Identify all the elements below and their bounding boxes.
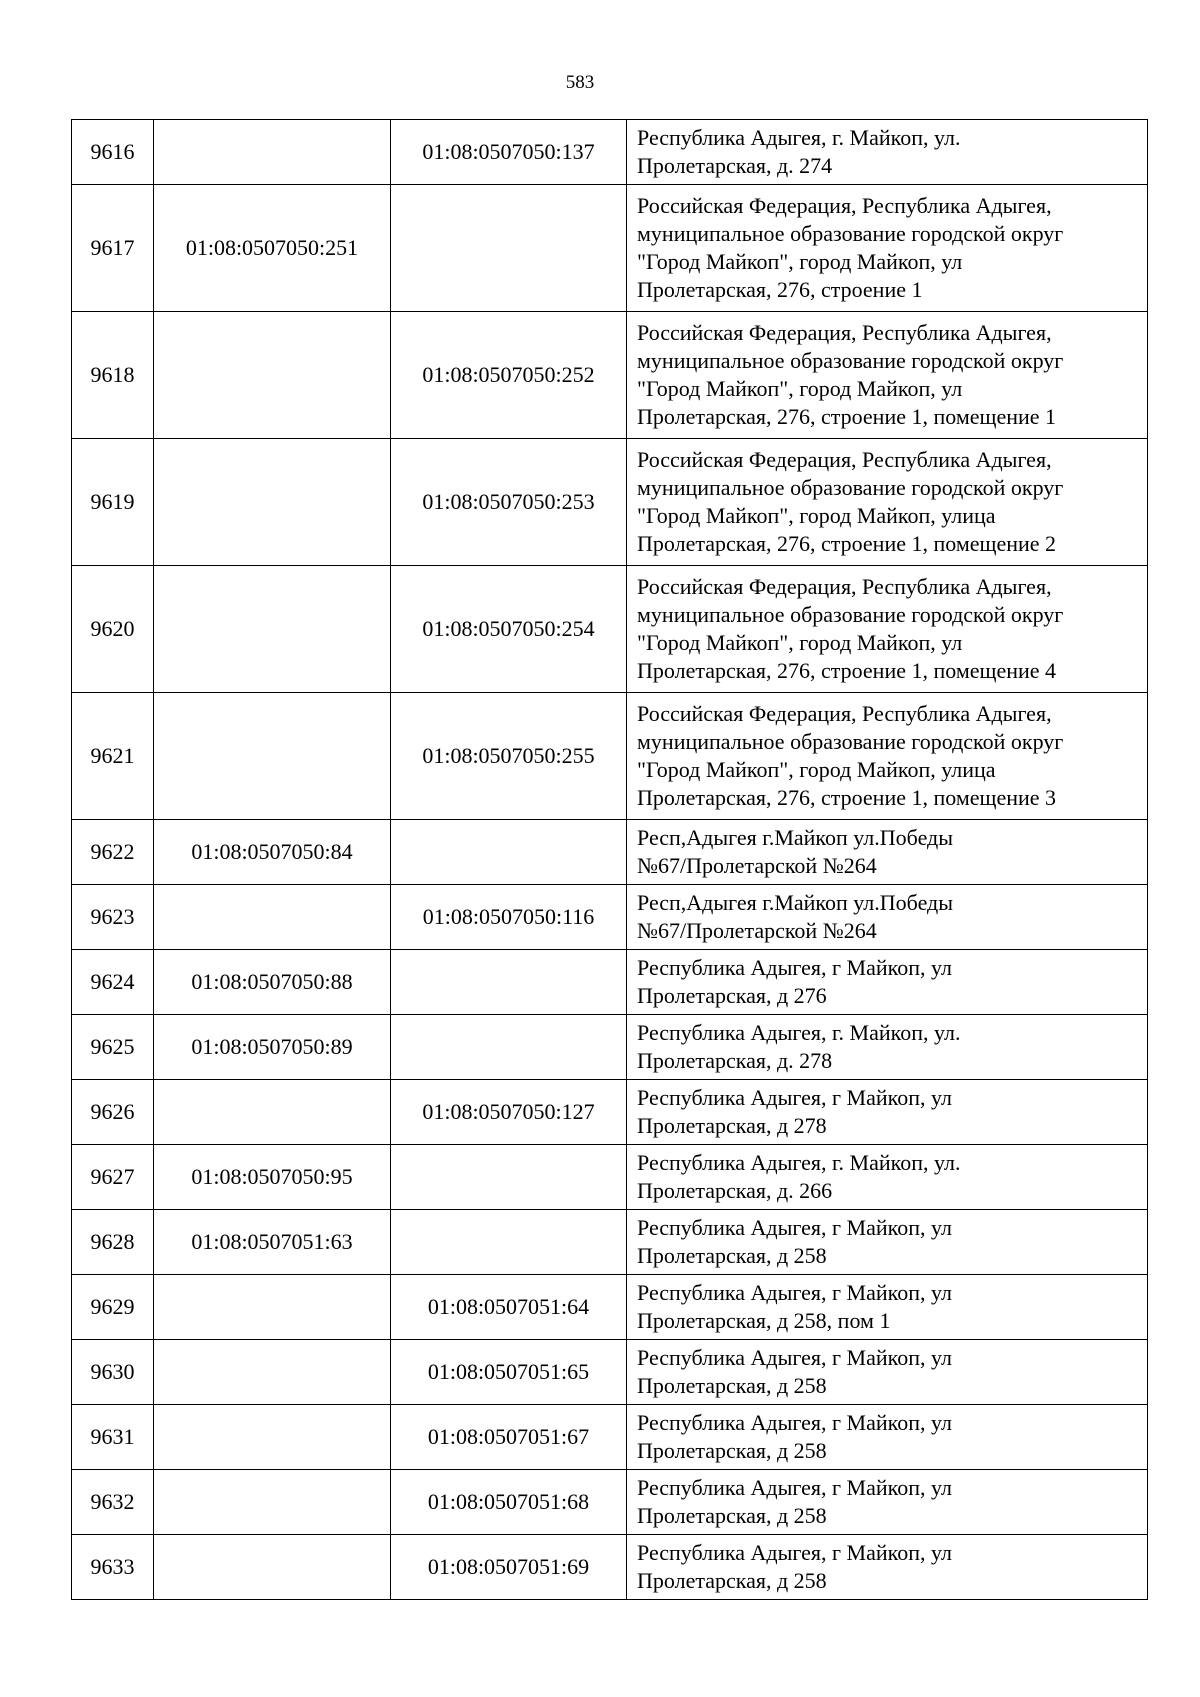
address-cell: Республика Адыгея, г Майкоп, ул Пролетарская, д 258: [627, 1340, 1148, 1405]
land-plot-cadastral-cell: [154, 120, 391, 185]
land-plot-cadastral-cell: 01:08:0507050:251: [154, 185, 391, 312]
object-cadastral-cell: [391, 820, 627, 885]
object-cadastral-cell: 01:08:0507051:69: [391, 1535, 627, 1600]
object-cadastral-cell: 01:08:0507050:116: [391, 885, 627, 950]
row-number-cell: 9623: [72, 885, 154, 950]
object-cadastral-cell: [391, 1210, 627, 1275]
row-number-cell: 9618: [72, 312, 154, 439]
row-number-cell: 9631: [72, 1405, 154, 1470]
land-plot-cadastral-cell: [154, 885, 391, 950]
table-row: [72, 1080, 1148, 1145]
object-cadastral-cell: 01:08:0507050:253: [391, 439, 627, 566]
table-row: [72, 1535, 1148, 1600]
address-cell: Республика Адыгея, г Майкоп, ул Пролетарская, д 258: [627, 1535, 1148, 1600]
land-plot-cadastral-cell: [154, 1535, 391, 1600]
row-number-cell: 9626: [72, 1080, 154, 1145]
property-registry-table: [71, 119, 1148, 1600]
table-row: [72, 1275, 1148, 1340]
table-row: [72, 1405, 1148, 1470]
address-cell: Республика Адыгея, г. Майкоп, ул. Пролетарская, д. 278: [627, 1015, 1148, 1080]
table-row: [72, 1340, 1148, 1405]
row-number-cell: 9629: [72, 1275, 154, 1340]
table-row: [72, 693, 1148, 820]
row-number-cell: 9617: [72, 185, 154, 312]
table-row: [72, 1470, 1148, 1535]
row-number-cell: 9624: [72, 950, 154, 1015]
land-plot-cadastral-cell: [154, 1340, 391, 1405]
land-plot-cadastral-cell: 01:08:0507051:63: [154, 1210, 391, 1275]
row-number-cell: 9622: [72, 820, 154, 885]
land-plot-cadastral-cell: [154, 566, 391, 693]
address-cell: Республика Адыгея, г Майкоп, ул Пролетарская, д 258: [627, 1210, 1148, 1275]
object-cadastral-cell: 01:08:0507051:67: [391, 1405, 627, 1470]
land-plot-cadastral-cell: [154, 1470, 391, 1535]
row-number-cell: 9628: [72, 1210, 154, 1275]
row-number-cell: 9621: [72, 693, 154, 820]
table-row: [72, 1145, 1148, 1210]
address-cell: Респ,Адыгея г.Майкоп ул.Победы №67/Пролетарской №264: [627, 885, 1148, 950]
land-plot-cadastral-cell: 01:08:0507050:88: [154, 950, 391, 1015]
address-cell: Республика Адыгея, г Майкоп, ул Пролетарская, д 258, пом 1: [627, 1275, 1148, 1340]
land-plot-cadastral-cell: [154, 693, 391, 820]
row-number-cell: 9633: [72, 1535, 154, 1600]
object-cadastral-cell: 01:08:0507050:254: [391, 566, 627, 693]
object-cadastral-cell: 01:08:0507051:64: [391, 1275, 627, 1340]
address-cell: Российская Федерация, Республика Адыгея, муниципальное образование городской округ "Город Майкоп", город Майкоп, улица Пролетарская, 276, строение 1, помещение 3: [627, 693, 1148, 820]
address-cell: Республика Адыгея, г Майкоп, ул Пролетарская, д 258: [627, 1405, 1148, 1470]
table-row: [72, 950, 1148, 1015]
page-number: 583: [565, 72, 595, 93]
row-number-cell: 9620: [72, 566, 154, 693]
table-row: [72, 820, 1148, 885]
table-row: [72, 1015, 1148, 1080]
table-row: [72, 566, 1148, 693]
address-cell: Респ,Адыгея г.Майкоп ул.Победы №67/Пролетарской №264: [627, 820, 1148, 885]
address-cell: Республика Адыгея, г. Майкоп, ул. Пролетарская, д. 274: [627, 120, 1148, 185]
address-cell: Республика Адыгея, г Майкоп, ул Пролетарская, д 276: [627, 950, 1148, 1015]
object-cadastral-cell: [391, 950, 627, 1015]
address-cell: Республика Адыгея, г Майкоп, ул Пролетарская, д 278: [627, 1080, 1148, 1145]
object-cadastral-cell: 01:08:0507050:255: [391, 693, 627, 820]
land-plot-cadastral-cell: [154, 439, 391, 566]
row-number-cell: 9632: [72, 1470, 154, 1535]
row-number-cell: 9616: [72, 120, 154, 185]
row-number-cell: 9625: [72, 1015, 154, 1080]
object-cadastral-cell: [391, 1145, 627, 1210]
address-cell: Республика Адыгея, г Майкоп, ул Пролетарская, д 258: [627, 1470, 1148, 1535]
land-plot-cadastral-cell: [154, 1405, 391, 1470]
address-cell: Российская Федерация, Республика Адыгея, муниципальное образование городской округ "Город Майкоп", город Майкоп, улица Пролетарская, 276, строение 1, помещение 2: [627, 439, 1148, 566]
row-number-cell: 9619: [72, 439, 154, 566]
object-cadastral-cell: 01:08:0507050:252: [391, 312, 627, 439]
object-cadastral-cell: 01:08:0507051:65: [391, 1340, 627, 1405]
land-plot-cadastral-cell: 01:08:0507050:89: [154, 1015, 391, 1080]
table-row: [72, 312, 1148, 439]
land-plot-cadastral-cell: [154, 1080, 391, 1145]
land-plot-cadastral-cell: [154, 1275, 391, 1340]
object-cadastral-cell: 01:08:0507050:137: [391, 120, 627, 185]
table-row: [72, 120, 1148, 185]
address-cell: Российская Федерация, Республика Адыгея, муниципальное образование городской округ "Город Майкоп", город Майкоп, ул Пролетарская, 276, строение 1, помещение 1: [627, 312, 1148, 439]
object-cadastral-cell: 01:08:0507050:127: [391, 1080, 627, 1145]
row-number-cell: 9630: [72, 1340, 154, 1405]
object-cadastral-cell: [391, 1015, 627, 1080]
row-number-cell: 9627: [72, 1145, 154, 1210]
land-plot-cadastral-cell: 01:08:0507050:84: [154, 820, 391, 885]
land-plot-cadastral-cell: 01:08:0507050:95: [154, 1145, 391, 1210]
address-cell: Российская Федерация, Республика Адыгея, муниципальное образование городской округ "Город Майкоп", город Майкоп, ул Пролетарская, 276, строение 1, помещение 4: [627, 566, 1148, 693]
table-row: [72, 1210, 1148, 1275]
table-row: [72, 439, 1148, 566]
table-row: [72, 885, 1148, 950]
object-cadastral-cell: 01:08:0507051:68: [391, 1470, 627, 1535]
address-cell: Российская Федерация, Республика Адыгея, муниципальное образование городской округ "Город Майкоп", город Майкоп, ул Пролетарская, 276, строение 1: [627, 185, 1148, 312]
address-cell: Республика Адыгея, г. Майкоп, ул. Пролетарская, д. 266: [627, 1145, 1148, 1210]
land-plot-cadastral-cell: [154, 312, 391, 439]
table-body: [72, 120, 1148, 1600]
table-row: [72, 185, 1148, 312]
object-cadastral-cell: [391, 185, 627, 312]
